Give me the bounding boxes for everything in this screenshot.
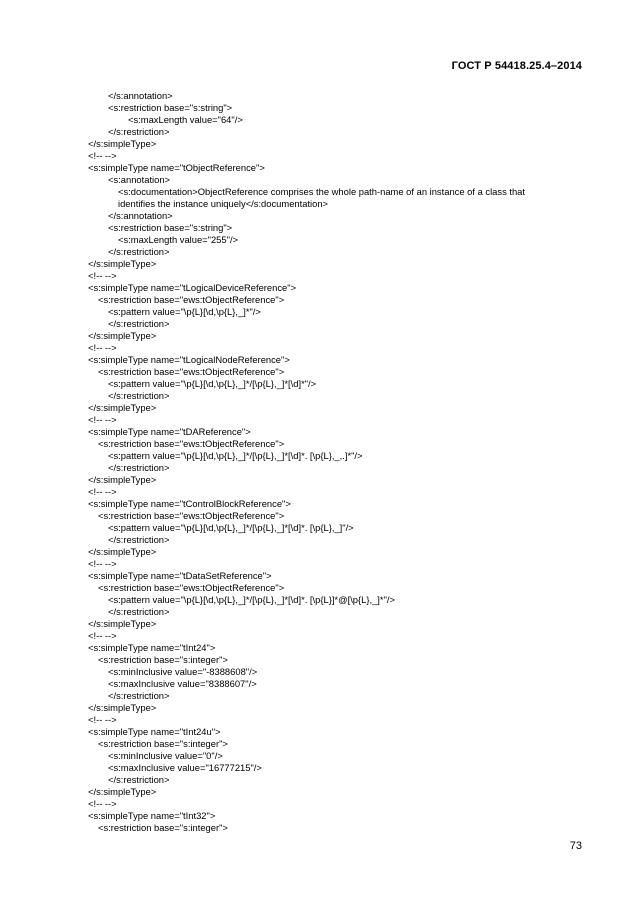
code-line: </s:restriction> xyxy=(108,774,170,785)
code-line: </s:simpleType> xyxy=(88,402,157,413)
code-line: <s:pattern value="\p{L}[\d,\p{L},_]*/[\p{L},_]*[\d]*. [\p{L},_]"/> xyxy=(108,522,354,533)
code-line: <s:pattern value="\p{L}[\d,\p{L},_]*/[\p{L},_]*[\d]*"/> xyxy=(108,378,317,389)
code-line: <!-- --> xyxy=(88,414,117,425)
code-line: </s:simpleType> xyxy=(88,618,157,629)
code-line: <s:restriction base="ews:tObjectReference"> xyxy=(98,294,285,305)
code-line: <!-- --> xyxy=(88,270,117,281)
code-line: <!-- --> xyxy=(88,798,117,809)
code-line: </s:restriction> xyxy=(108,534,170,545)
code-line: </s:simpleType> xyxy=(88,138,157,149)
code-line: </s:simpleType> xyxy=(88,474,157,485)
xml-code-listing xyxy=(88,90,588,834)
code-line: </s:restriction> xyxy=(108,690,170,701)
code-line: <!-- --> xyxy=(88,630,117,641)
code-line: <s:pattern value="\p{L}[\d,\p{L},_]*/[\p{L},_]*[\d]*. [\p{L}]*@[\p{L},_]*"/> xyxy=(108,594,395,605)
code-line: <s:simpleType name="tLogicalDeviceReference"> xyxy=(88,282,297,293)
code-line: </s:simpleType> xyxy=(88,258,157,269)
code-line: <!-- --> xyxy=(88,714,117,725)
code-line: </s:restriction> xyxy=(108,606,170,617)
code-line: </s:restriction> xyxy=(108,390,170,401)
code-line: </s:simpleType> xyxy=(88,330,157,341)
code-line: <s:maxLength value="64"/> xyxy=(128,114,243,125)
code-line: </s:simpleType> xyxy=(88,786,157,797)
code-line: <s:pattern value="\p{L}[\d,\p{L},_]*"/> xyxy=(108,306,261,317)
code-line: <!-- --> xyxy=(88,342,117,353)
code-line: <s:restriction base="s:integer"> xyxy=(98,822,228,833)
code-line: </s:simpleType> xyxy=(88,546,157,557)
code-line: </s:restriction> xyxy=(108,126,170,137)
code-line: <s:restriction base="s:integer"> xyxy=(98,654,228,665)
code-line: <!-- --> xyxy=(88,558,117,569)
code-line: </s:restriction> xyxy=(108,462,170,473)
code-line: </s:restriction> xyxy=(108,246,170,257)
code-line: <s:simpleType name="tLogicalNodeReference"> xyxy=(88,354,290,365)
code-line: <s:simpleType name="tControlBlockReference"> xyxy=(88,498,291,509)
code-line: <s:restriction base="ews:tObjectReference"> xyxy=(98,366,285,377)
code-line: <s:pattern value="\p{L}[\d,\p{L},_]*/[\p{L},_]*[\d]*. [\p{L},_,.]*"/> xyxy=(108,450,363,461)
code-line: <s:minInclusive value="0"/> xyxy=(108,750,223,761)
code-line: <s:simpleType name="tDataSetReference"> xyxy=(88,570,272,581)
code-line: <s:restriction base="ews:tObjectReference"> xyxy=(98,510,285,521)
code-line: <s:restriction base="ews:tObjectReference"> xyxy=(98,582,285,593)
code-line: <s:simpleType name="tDAReference"> xyxy=(88,426,251,437)
code-line: </s:annotation> xyxy=(108,210,173,221)
code-line: <!-- --> xyxy=(88,150,117,161)
code-line: <s:restriction base="s:string"> xyxy=(108,222,233,233)
code-line: <!-- --> xyxy=(88,486,117,497)
code-line: <s:documentation>ObjectReference comprises the whole path-name of an instance of a class that identifies the instance uniquely</s:documentation> xyxy=(118,186,526,209)
code-line: <s:restriction base="ews:tObjectReference"> xyxy=(98,438,285,449)
page-number: 73 xyxy=(569,840,582,852)
code-line: <s:maxLength value="255"/> xyxy=(118,234,239,245)
code-line: <s:maxInclusive value="16777215"/> xyxy=(108,762,262,773)
code-line: <s:maxInclusive value="8388607"/> xyxy=(108,678,257,689)
code-line: <s:minInclusive value="-8388608"/> xyxy=(108,666,258,677)
code-line: </s:restriction> xyxy=(108,318,170,329)
code-line: <s:restriction base="s:string"> xyxy=(108,102,233,113)
code-line: </s:simpleType> xyxy=(88,702,157,713)
code-line: <s:simpleType name="tInt24"> xyxy=(88,642,216,653)
code-line: <s:annotation> xyxy=(108,174,171,185)
code-line: <s:simpleType name="tInt32"> xyxy=(88,810,216,821)
document-header: ГОСТ Р 54418.25.4–2014 xyxy=(451,60,582,72)
code-line: <s:simpleType name="tObjectReference"> xyxy=(88,162,265,173)
code-line: </s:annotation> xyxy=(108,90,173,101)
code-line: <s:restriction base="s:integer"> xyxy=(98,738,228,749)
code-line: <s:simpleType name="tInt24u"> xyxy=(88,726,221,737)
